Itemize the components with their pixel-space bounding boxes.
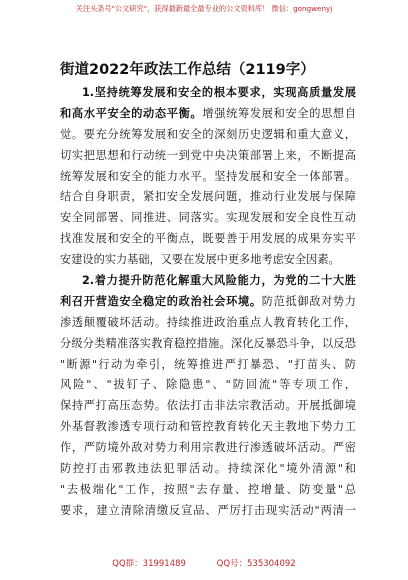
section2-line: "去极端化"工作，按照"去存量、控增量、防变量"总	[60, 482, 356, 496]
section2-line: 风险"、"拔钉子、除隐患"、"防回流"等专项工作，	[60, 378, 356, 392]
section2-line: "断源"行动为牵引，统筹推进严打暴恐、"打苗头、防	[60, 357, 356, 371]
section1-line: 结合自身职责，紧扣安全发展问题，推动行业发展与保障	[60, 190, 356, 204]
footer-qq-number: QQ号：535304092	[216, 559, 296, 569]
section2-line: 防控打击邪教违法犯罪活动。持续深化"境外清源"和	[60, 462, 356, 476]
section1-heading-line1	[60, 83, 356, 104]
section2-heading-line1	[60, 271, 356, 292]
section1-line: 安全同部署、同推进、同落实。实现发展和安全良性互动	[60, 211, 356, 225]
section1-line: 觉。要充分统筹发展和安全的深刻历史逻辑和重大意义，	[60, 127, 356, 141]
section2-line: 要求，建立清除清缴反宣品、严厉打击现实活动"两清一	[60, 503, 356, 517]
section2-line: 渗透颠覆破坏活动。持续推进政治重点人教育转化工作，	[60, 315, 356, 329]
section2-heading-a: 2.着力提升防范化解重大风险能力，为党的二十大胜	[82, 274, 356, 288]
document-body	[60, 83, 356, 522]
section1-line: 统筹发展和安全的能力水平。坚持发展和安全一体部署。	[60, 169, 356, 183]
section1-line: 切实把思想和行动统一到党中央决策部署上来，不断提高	[60, 148, 356, 162]
section1-heading-line2	[60, 104, 356, 125]
page-title: 街道2022年政法工作总结（2119字）	[60, 62, 315, 78]
section1-text-b: 增强统筹发展和安全的思想自	[202, 106, 356, 120]
section2-line: 外基督教渗透专项行动和管控教育转化天主教地下势力工	[60, 420, 356, 434]
section2-line: 分级分类精准落实教育稳控措施。深化反暴恐斗争，以反恐	[60, 336, 356, 350]
section2-heading-line2	[60, 292, 356, 313]
section1-heading-b: 和高水平安全的动态平衡。	[60, 106, 203, 120]
section2-line: 保持严打高压态势。依法打击非法宗教活动。开展抵御境	[60, 399, 356, 413]
section1-line: 安建设的实力基础，又要在发展中更多地考虑安全因素。	[60, 253, 340, 267]
section2-heading-b: 利召开营造安全稳定的政治社会环境。	[60, 294, 262, 308]
section2-line: 作，严防境外敌对势力利用宗教进行渗透破坏活动。严密	[60, 441, 356, 455]
section1-heading-a: 1.坚持统筹发展和安全的根本要求，实现高质量发展	[82, 86, 356, 99]
section2-text-b: 防范抵御敌对势力	[261, 294, 356, 308]
header-banner: 关注头条号"公文研究"，获得最新最全最专业的公文资料库！ 微信：gongwenyj	[75, 4, 333, 13]
footer-qq-group: QQ群：31991489	[112, 559, 186, 569]
footer-banner	[0, 557, 408, 569]
section1-line: 找准发展和安全的平衡点，既要善于用发展的成果夯实平	[60, 232, 356, 246]
